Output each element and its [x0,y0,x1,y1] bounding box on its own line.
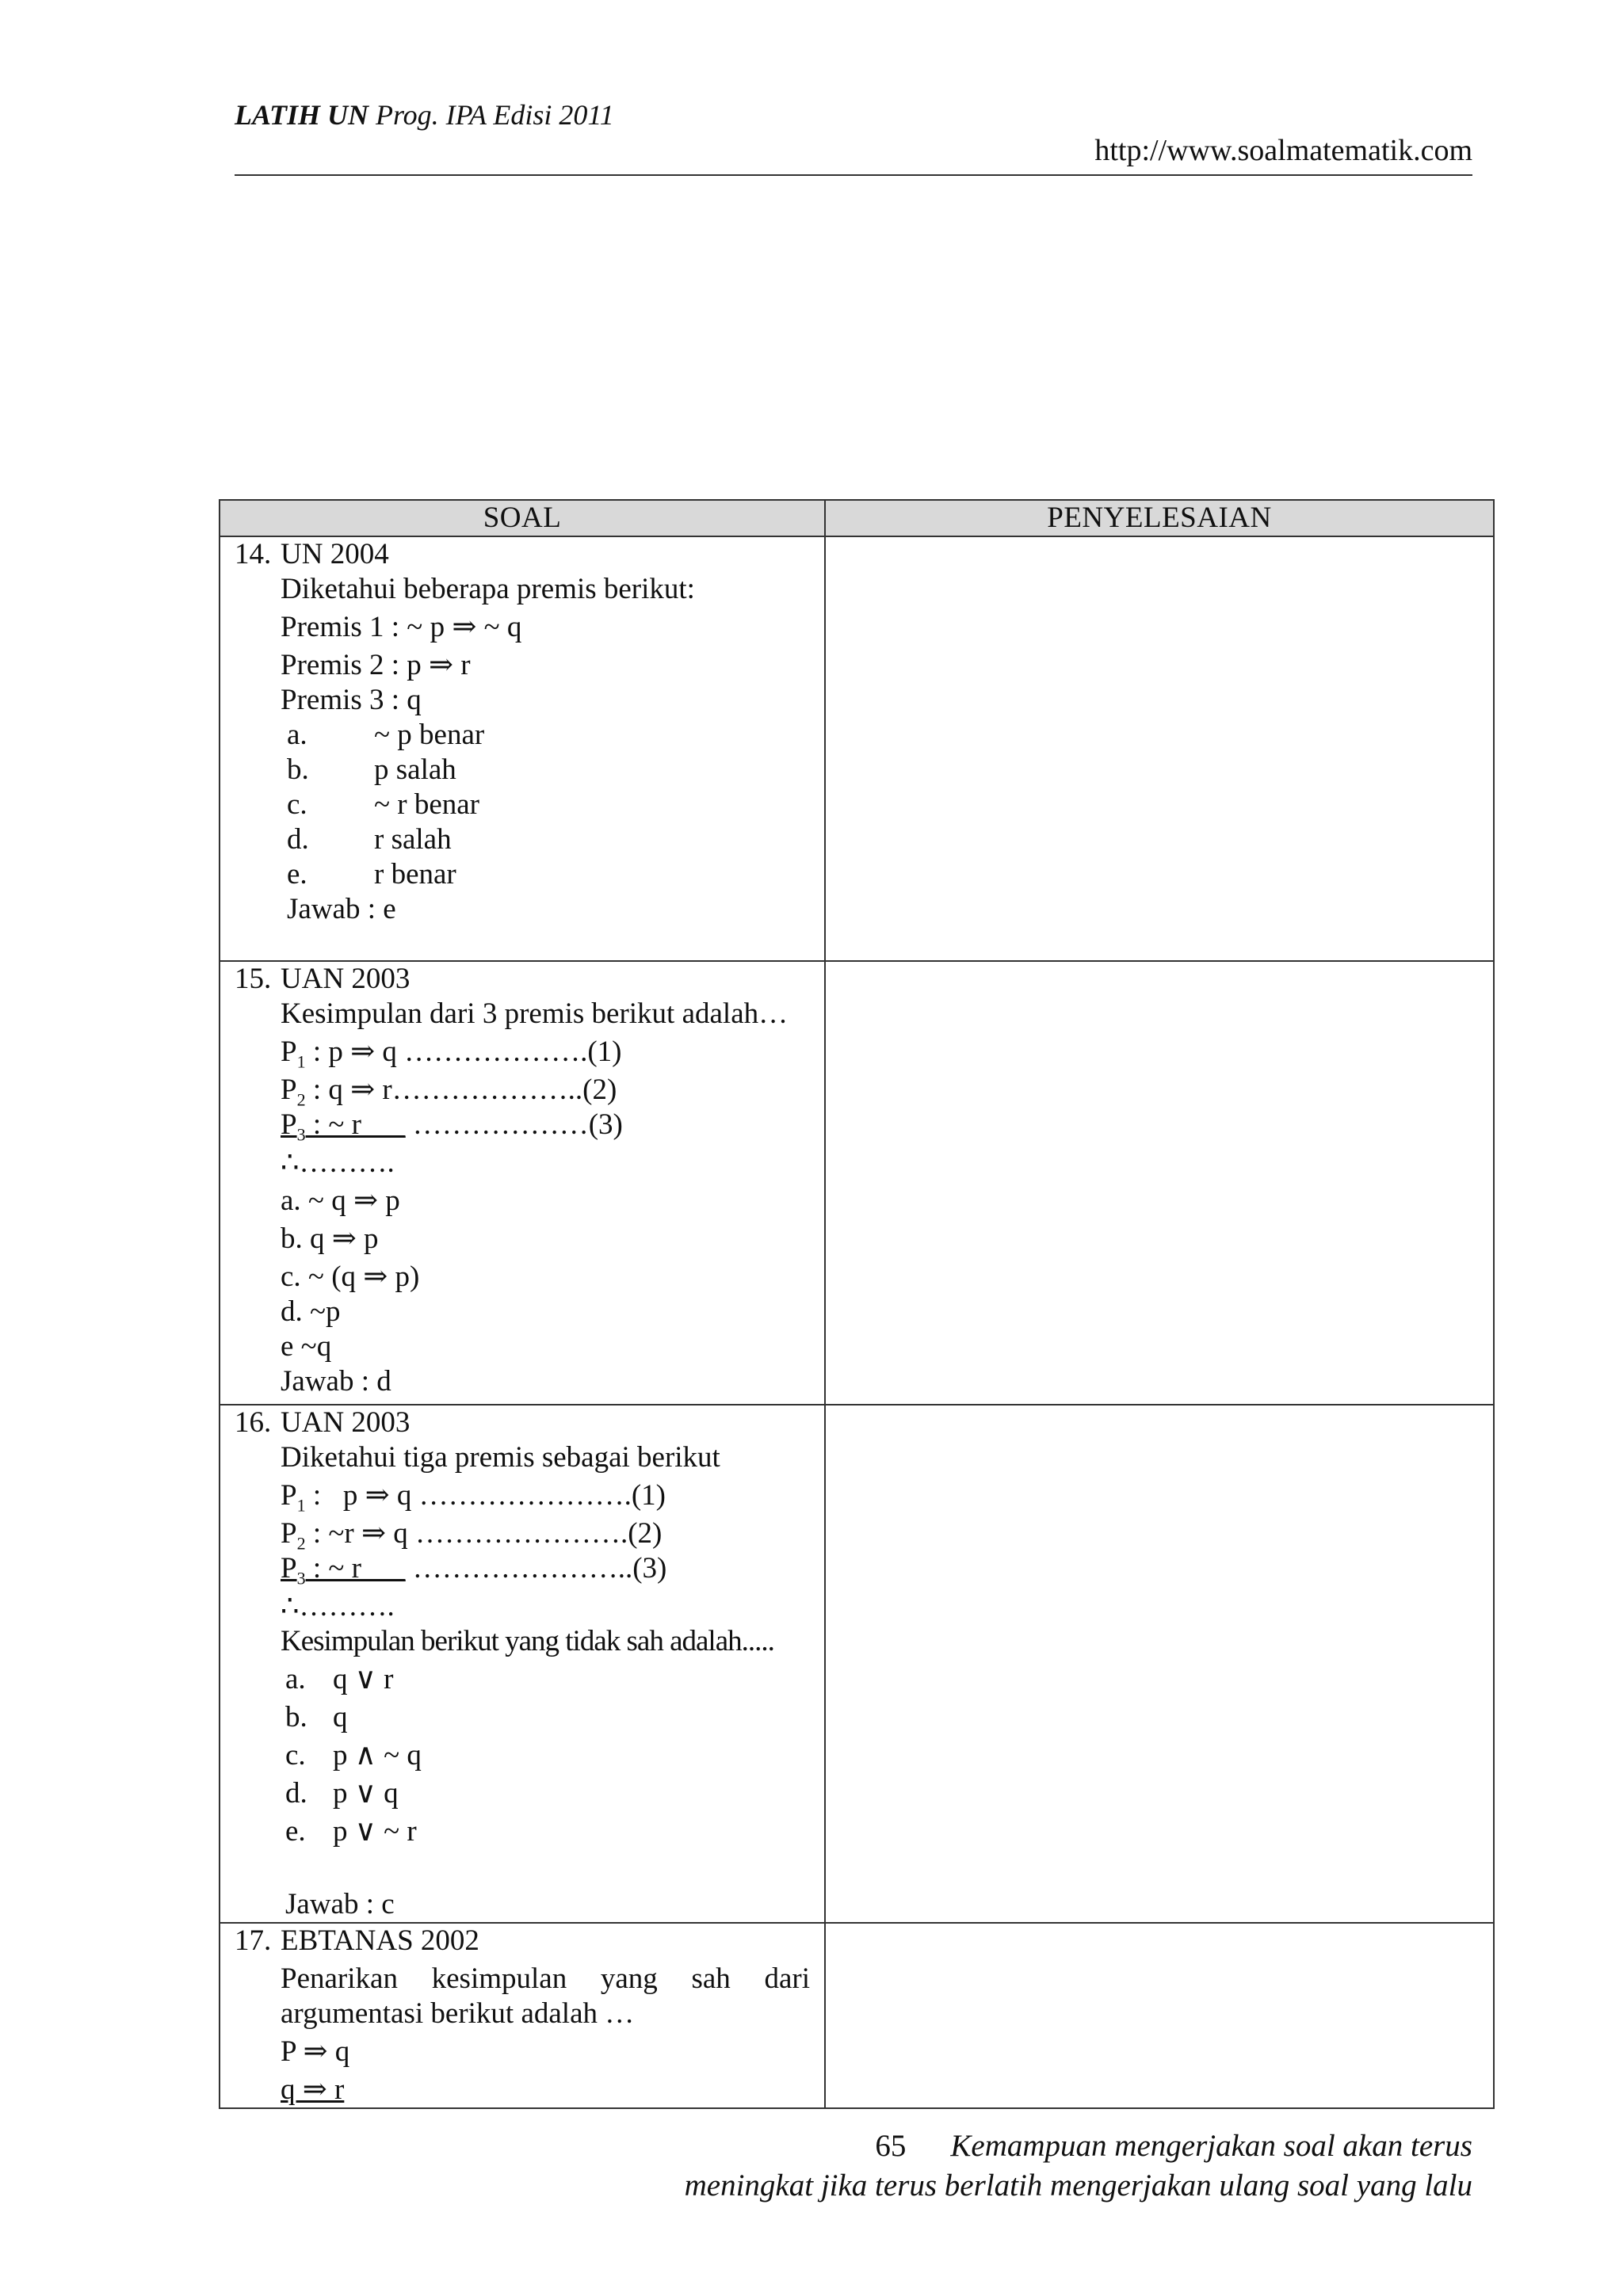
table-row-q17 [220,1923,1494,2108]
page-number: 65 [875,2129,907,2163]
premise-underlined [281,1552,406,1589]
option-letter: d. [285,1777,307,1810]
option-text: p ∧ ~ q [333,1739,422,1772]
question-source: UN 2004 [281,538,389,570]
premise-label: P [281,1517,297,1550]
header-title-bold: LATIH UN [235,99,369,131]
option-letter: c. [285,1739,306,1772]
premise-text: : p ⇒ q ……………….(1) [305,1035,622,1068]
question-head [235,962,810,997]
footer-line1 [875,2128,1472,2164]
option-c [235,788,810,822]
option-b [235,1700,810,1735]
option-e [235,857,810,892]
premise-2: Premis 2 : p ⇒ r [281,649,471,681]
option-c: c. ~ (q ⇒ p) [281,1261,420,1293]
question-source: EBTANAS 2002 [281,1924,479,1957]
soal-cell-q17 [220,1923,825,2108]
therefore-line: ∴………. [281,1146,395,1179]
premise-text: : ~ r___ [305,1552,406,1585]
option-b: b. q ⇒ p [281,1222,379,1255]
premise-2 [235,1516,810,1554]
option-e [235,1814,810,1849]
question-number: 15. [235,963,272,995]
soal-cell-q15 [220,961,825,1405]
option-text: p salah [374,753,456,786]
option-a [235,1662,810,1697]
soal-cell-q14 [220,536,825,961]
premise-text-rest: ………………(3) [405,1108,623,1141]
answer: Jawab : e [287,893,396,925]
question-intro: Diketahui beberapa premis berikut: [281,573,695,605]
option-d [235,1776,810,1811]
penyelesaian-cell-q15 [825,961,1494,1405]
premise-1: Premis 1 : ~ p ⇒ ~ q [281,611,522,643]
premise-subscript: 2 [296,1533,306,1554]
question-table [219,499,1495,2109]
premise-subscript: 3 [296,1124,306,1145]
option-letter: a. [287,719,307,751]
premise-subscript: 3 [296,1568,306,1589]
option-letter: b. [287,753,309,786]
option-a [235,718,810,753]
option-text: r benar [374,858,456,891]
premise-1 [235,1035,810,1070]
option-letter: e. [287,858,307,891]
soal-cell-q16 [220,1405,825,1923]
premise-text: : p ⇒ q ………………….(1) [305,1479,666,1512]
header-title-rest: Prog. IPA Edisi 2011 [369,99,614,131]
premise-label: P [281,1552,297,1585]
table-row-q16 [220,1405,1494,1923]
therefore-line: ∴………. [281,1590,395,1623]
premise-label: P [281,1035,297,1068]
premise-2 [235,1073,810,1108]
premise-text: : ~ r___ [305,1108,406,1141]
premise-3 [235,1551,810,1589]
option-letter: c. [287,788,307,821]
question-text: Kesimpulan berikut yang tidak sah adalah..... [281,1625,774,1657]
option-a: a. ~ q ⇒ p [281,1184,400,1217]
question-intro: Diketahui tiga premis sebagai berikut [281,1441,720,1474]
header-rule [235,174,1472,176]
question-head [235,1405,810,1440]
question-number: 14. [235,538,272,570]
premise-text-rest: …………………..(3) [405,1552,667,1585]
premise-1 [235,1478,810,1516]
option-c [235,1738,810,1773]
premise-text: : q ⇒ r………………..(2) [305,1074,617,1106]
option-d: d. ~p [281,1295,341,1328]
premise-3 [235,1108,810,1145]
premise-text: : ~r ⇒ q ………………….(2) [305,1517,663,1550]
option-text: p ∨ ~ r [333,1815,417,1848]
question-number: 16. [235,1406,272,1439]
answer: Jawab : c [285,1888,395,1920]
footer-motto-line2: meningkat jika terus berlatih mengerjakan ulang soal yang lalu [684,2168,1472,2203]
option-text: p ∨ q [333,1777,399,1810]
option-e: e ~q [281,1330,332,1363]
question-number: 17. [235,1924,272,1957]
table-row-q14 [220,536,1494,961]
premise-underlined [281,1108,406,1145]
premise-label: P [281,1074,297,1106]
option-letter: d. [287,823,309,856]
question-intro: Kesimpulan dari 3 premis berikut adalah… [281,997,789,1030]
question-source: UAN 2003 [281,963,411,995]
penyelesaian-cell-q14 [825,536,1494,961]
premise-2 [235,2073,810,2107]
option-letter: a. [285,1663,306,1695]
question-head [235,537,810,572]
option-letter: e. [285,1815,306,1848]
premise-label: P [281,1108,297,1141]
option-b [235,753,810,788]
premise-label: P [281,1479,297,1512]
penyelesaian-cell-q17 [825,1923,1494,2108]
premise-underlined: q ⇒ r [281,2073,345,2106]
header-title [235,98,614,132]
premise-3: Premis 3 : q [281,684,422,716]
premise-subscript: 1 [296,1051,306,1072]
option-text: ~ p benar [374,719,485,751]
option-text: q ∨ r [333,1663,394,1695]
option-letter: b. [285,1701,307,1733]
penyelesaian-cell-q16 [825,1405,1494,1923]
col-header-penyelesaian: PENYELESAIAN [825,500,1494,536]
col-header-soal: SOAL [220,500,825,536]
option-text: q [333,1701,348,1733]
table-header-row [220,500,1494,536]
premise-subscript: 1 [296,1495,306,1516]
header-url: http://www.soalmatematik.com [1094,134,1472,167]
question-intro-line2: argumentasi berikut adalah … [281,1997,635,2030]
option-text: r salah [374,823,452,856]
table-row-q15 [220,961,1494,1405]
footer-motto-line1: Kemampuan mengerjakan soal akan terus [950,2129,1472,2163]
premise-subscript: 2 [296,1089,306,1110]
question-head [235,1924,810,1958]
option-text: ~ r benar [374,788,480,821]
option-d [235,822,810,857]
answer: Jawab : d [281,1365,391,1398]
question-source: UAN 2003 [281,1406,411,1439]
premise-1: P ⇒ q [281,2035,350,2068]
question-intro-line1: Penarikan kesimpulan yang sah dari [281,1962,810,1995]
